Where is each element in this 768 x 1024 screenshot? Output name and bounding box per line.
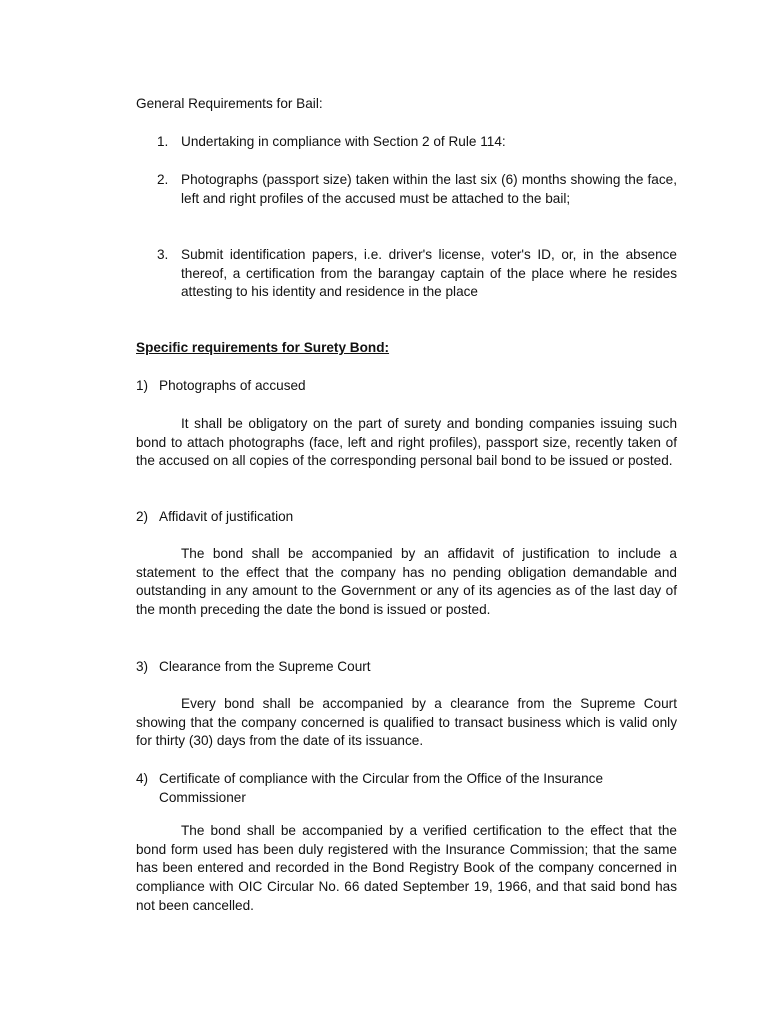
specific-item-2-heading <box>136 508 677 527</box>
general-item-3-number: 3. <box>157 247 169 262</box>
specific-item-3-body: Every bond shall be accompanied by a clearance from the Supreme Court showing that the company concerned is qualified to transact business which is valid only for thirty (30) days from the date of its issuance. <box>136 696 677 749</box>
general-item-1-number: 1. <box>157 134 169 149</box>
specific-item-1-title: Photographs of accused <box>159 378 306 393</box>
general-item-2 <box>157 171 677 208</box>
general-item-2-number: 2. <box>157 172 169 187</box>
general-requirements-heading: General Requirements for Bail: <box>136 96 323 111</box>
specific-item-3-number: 3) <box>136 659 149 674</box>
specific-item-2-title: Affidavit of justification <box>159 509 294 524</box>
specific-item-2-body: The bond shall be accompanied by an affidavit of justification to include a statement to the effect that the company has no pending obligation demandable and outstanding in any amount to the Government or any of its agencies as of the last day of the month preceding the date the bond is issued or posted. <box>136 546 677 618</box>
general-item-3-text: Submit identification papers, i.e. driver's license, voter's ID, or, in the absence thereof, a certification from the barangay captain of the place where he resides attesting to his identity and residence in the place <box>181 247 677 300</box>
specific-item-4-number: 4) <box>136 771 149 786</box>
specific-item-3-title: Clearance from the Supreme Court <box>159 659 371 674</box>
general-item-1-text: Undertaking in compliance with Section 2 of Rule 114: <box>181 134 506 149</box>
specific-item-4-body: The bond shall be accompanied by a verified certification to the effect that the bond form used has been duly registered with the Insurance Commission; that the same has been entered and recorded in the Bond Registry Book of the company concerned in compliance with OIC Circular No. 66 dated September 19, 1966, and that said bond has not been cancelled. <box>136 823 677 913</box>
specific-requirements-heading: Specific requirements for Surety Bond: <box>136 340 390 355</box>
general-item-1 <box>157 133 677 152</box>
specific-item-4-heading <box>136 770 636 807</box>
specific-item-1-heading <box>136 377 677 396</box>
specific-item-1-number: 1) <box>136 378 149 393</box>
specific-item-4-title: Certificate of compliance with the Circular from the Office of the Insurance Commissioner <box>159 771 604 805</box>
specific-item-1-body: It shall be obligatory on the part of surety and bonding companies issuing such bond to attach photographs (face, left and right profiles), passport size, recently taken of the accused on all copies of the corresponding personal bail bond to be issued or posted. <box>136 416 677 469</box>
specific-item-2-number: 2) <box>136 509 149 524</box>
general-item-3 <box>157 246 677 302</box>
general-item-2-text: Photographs (passport size) taken within the last six (6) months showing the face, left and right profiles of the accused must be attached to the bail; <box>181 172 677 206</box>
specific-item-3-heading <box>136 658 677 677</box>
